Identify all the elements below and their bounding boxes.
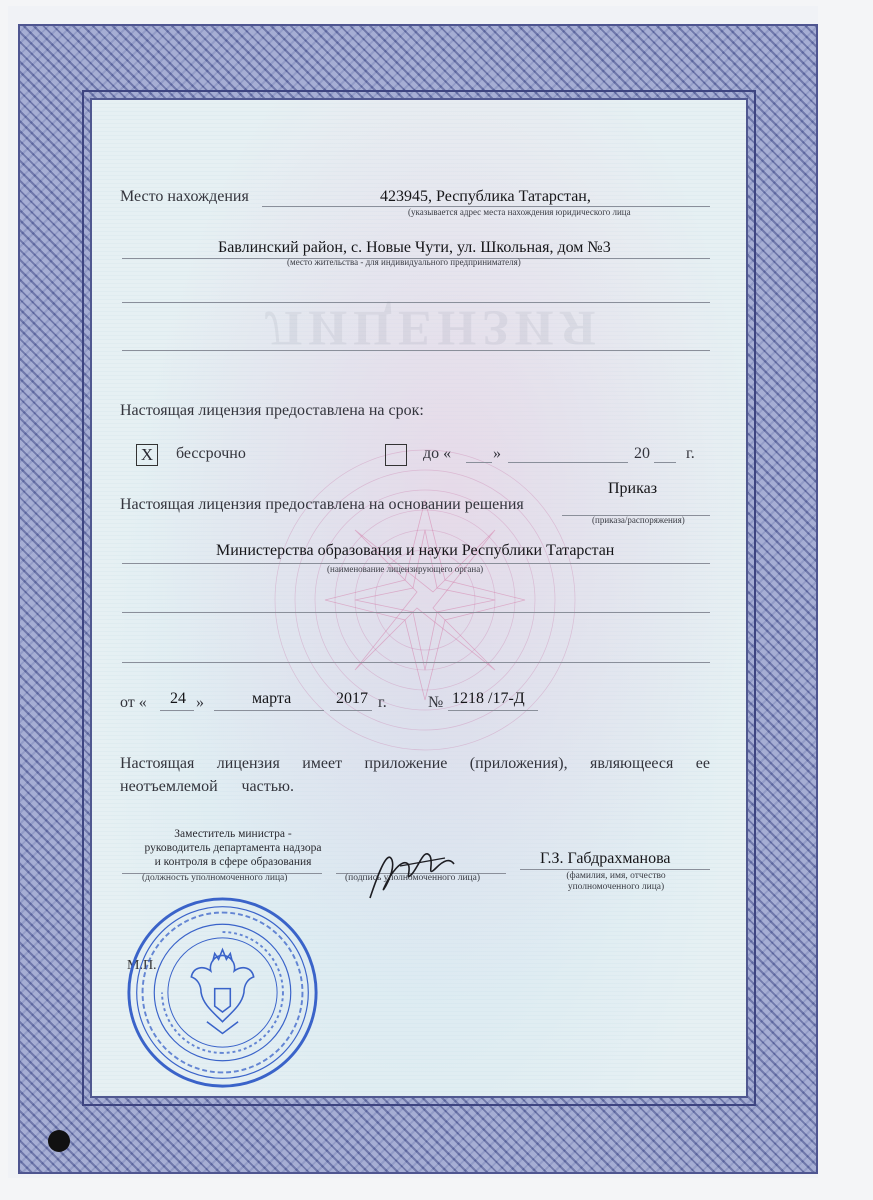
- watermark: ЛИЦЕНЗИЯ: [265, 301, 602, 357]
- until-mid: »: [493, 445, 501, 462]
- date-month: марта: [252, 690, 292, 707]
- location-line2-note: (место жительства - для индивидуального предпринимателя): [287, 257, 521, 267]
- date-from-prefix: от «: [120, 694, 147, 711]
- month-rule: [214, 710, 324, 711]
- appendix-word: лицензия: [216, 755, 280, 772]
- unlimited-label: бессрочно: [176, 445, 246, 462]
- authority-note: (наименование лицензирующего органа): [327, 564, 484, 574]
- name-rule: [520, 869, 710, 870]
- appendix-line2: [120, 778, 294, 796]
- day-rule: [160, 710, 194, 711]
- appendix-word: (приложения),: [469, 755, 568, 772]
- doc-type: Приказ: [608, 480, 658, 497]
- until-year-rule: [654, 462, 676, 463]
- appendix-word: Настоящая: [120, 755, 195, 772]
- date-year: 2017: [336, 690, 368, 707]
- blank-rule-2: [122, 350, 710, 351]
- blank-rule-4: [122, 662, 710, 663]
- position-line: Заместитель министра -: [174, 828, 292, 840]
- year-rule: [330, 710, 372, 711]
- ministry-seal-icon: [125, 895, 320, 1090]
- until-prefix: до «: [423, 445, 452, 462]
- appendix-word: приложение: [364, 755, 448, 772]
- position-note: (должность уполномоченного лица): [142, 873, 288, 883]
- appendix-word: ее: [695, 755, 710, 772]
- signatory-name: Г.З. Габдрахманова: [540, 850, 671, 867]
- date-day-close: »: [196, 694, 204, 711]
- number-rule: [448, 710, 538, 711]
- signature-note: (подпись уполномоченного лица): [345, 873, 481, 883]
- appendix-word: неотъемлемой: [120, 778, 218, 795]
- appendix-line1: [120, 755, 710, 773]
- until-year-suffix: г.: [686, 445, 695, 462]
- name-note: [546, 871, 686, 893]
- position-line: и контроля в сфере образования: [154, 856, 312, 868]
- signature-icon: [350, 838, 470, 908]
- until-day-rule: [466, 462, 492, 463]
- signatory-position: [128, 827, 338, 869]
- appendix-word: имеет: [302, 755, 343, 772]
- location-line1: 423945, Республика Татарстан,: [380, 188, 591, 205]
- position-line: руководитель департамента надзора: [144, 842, 322, 854]
- date-day: 24: [170, 690, 186, 707]
- appendix-word: являющееся: [590, 755, 674, 772]
- date-year-suffix: г.: [378, 694, 387, 711]
- blank-rule-3: [122, 612, 710, 613]
- until-year-prefix: 20: [634, 445, 650, 462]
- authority: Министерства образования и науки Республики Татарстан: [216, 542, 615, 559]
- license-number: 1218 /17-Д: [452, 690, 525, 707]
- name-note-line: уполномоченного лица): [567, 882, 665, 892]
- unlimited-checkbox[interactable]: X: [136, 444, 158, 466]
- basis-label: Настоящая лицензия предоставлена на основании решения: [120, 496, 524, 513]
- location-line2: Бавлинский район, с. Новые Чути, ул. Школьная, дом №3: [218, 239, 611, 256]
- number-sign: №: [428, 694, 444, 711]
- location-label: Место нахождения: [120, 188, 249, 205]
- name-note-line: (фамилия, имя, отчество: [566, 871, 666, 881]
- location-line1-note: (указывается адрес места нахождения юридического лица: [408, 207, 631, 217]
- until-month-rule: [508, 462, 628, 463]
- doc-type-note: (приказа/распоряжения): [592, 515, 685, 525]
- mp-label: М.П.: [127, 958, 157, 973]
- blank-rule-1: [122, 302, 710, 303]
- until-checkbox[interactable]: [385, 444, 407, 466]
- term-label: Настоящая лицензия предоставлена на срок:: [120, 402, 424, 419]
- appendix-word: частью.: [241, 778, 294, 795]
- punch-hole: [48, 1130, 70, 1152]
